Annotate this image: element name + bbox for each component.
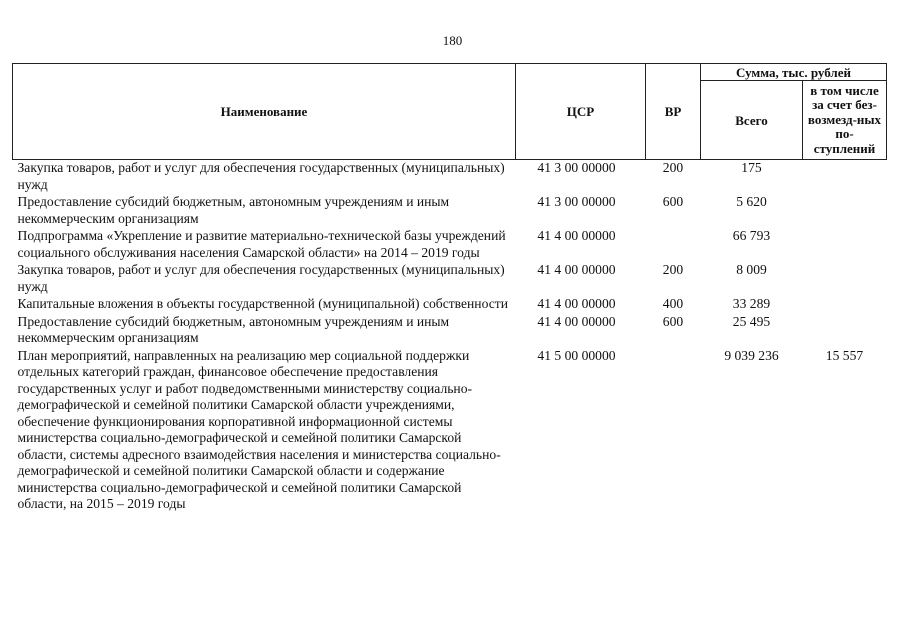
row-vr-cell: [646, 348, 701, 514]
row-gratuitous-cell: [803, 262, 887, 296]
header-gratuitous: в том числе за счет без-возмезд-ных по-ступлений: [803, 81, 887, 160]
row-vr-cell: 200: [662, 160, 684, 175]
row-gratuitous-cell: [803, 296, 887, 314]
table-row: [13, 314, 887, 348]
row-total-cell: 33 289: [732, 296, 771, 311]
table-row: [13, 262, 887, 296]
row-total-cell: 9 039 236: [724, 347, 779, 363]
row-name-cell: Закупка товаров, работ и услуг для обеспечения государственных (муниципальных) нужд: [17, 160, 505, 192]
row-csr-cell: 41 3 00 00000: [537, 194, 616, 209]
table-header: [13, 64, 887, 160]
row-csr-cell: 41 3 00 00000: [537, 160, 616, 175]
header-name: Наименование: [13, 64, 516, 160]
row-csr-cell: 41 4 00 00000: [537, 228, 616, 243]
row-csr-cell: 41 4 00 00000: [537, 313, 616, 329]
table-body: [13, 160, 887, 514]
row-csr-cell: 41 4 00 00000: [537, 262, 616, 277]
row-csr-cell: 41 4 00 00000: [537, 296, 616, 311]
header-vr: ВР: [646, 64, 701, 160]
row-gratuitous-cell: [803, 314, 887, 348]
row-name-cell: Капитальные вложения в объекты государственной (муниципальной) собственности: [17, 296, 508, 311]
budget-table: [12, 63, 887, 514]
row-vr-cell: 200: [662, 262, 684, 277]
page-number: 180: [442, 33, 463, 48]
row-gratuitous-cell: 15 557: [825, 347, 864, 363]
header-total: Всего: [701, 81, 803, 160]
row-name-cell: Закупка товаров, работ и услуг для обеспечения государственных (муниципальных) нужд: [17, 262, 505, 294]
table-row: [13, 348, 887, 514]
row-gratuitous-cell: [803, 194, 887, 228]
row-gratuitous-cell: [803, 160, 887, 195]
row-name-cell: План мероприятий, направленных на реализацию мер социальной поддержки отдельных категорий граждан, финансовое обеспечение предоставления государственных услуг и работ подведомственными министерству социально-демографической и семейной политики Самарской области учреждениями, обеспечение функционирования корпоративной информационной системы министерства социально-демографической и семейной политики Самарской области, системы адресного взаимодействия населения и министерства социально-демографической и семейной политики Самарской области и содержание министерства социально-демографической и семейной политики Самарской области, на 2015 – 2019 годы: [17, 347, 501, 511]
row-vr-cell: 600: [662, 194, 684, 209]
row-total-cell: 66 793: [732, 228, 771, 243]
header-csr: ЦСР: [516, 64, 646, 160]
row-gratuitous-cell: [803, 228, 887, 262]
table-row: [13, 228, 887, 262]
table-row: [13, 160, 887, 195]
header-sum-group: Сумма, тыс. рублей: [701, 64, 887, 81]
row-name-cell: Предоставление субсидий бюджетным, автономным учреждениям и иным некоммерческим организациям: [17, 194, 450, 226]
table-row: [13, 296, 887, 314]
row-name-cell: Подпрограмма «Укрепление и развитие материально-технической базы учреждений социального обслуживания населения Самарской области» на 2014 – 2019 годы: [17, 228, 506, 260]
row-name-cell: Предоставление субсидий бюджетным, автономным учреждениям и иным некоммерческим организациям: [17, 313, 450, 345]
row-total-cell: 25 495: [732, 313, 771, 329]
row-total-cell: 8 009: [736, 262, 767, 277]
row-vr-cell: [646, 228, 701, 262]
row-csr-cell: 41 5 00 00000: [537, 347, 616, 363]
row-total-cell: 175: [741, 160, 762, 175]
table-row: [13, 194, 887, 228]
row-vr-cell: 600: [662, 313, 684, 329]
row-total-cell: 5 620: [736, 194, 767, 209]
row-vr-cell: 400: [662, 296, 684, 311]
